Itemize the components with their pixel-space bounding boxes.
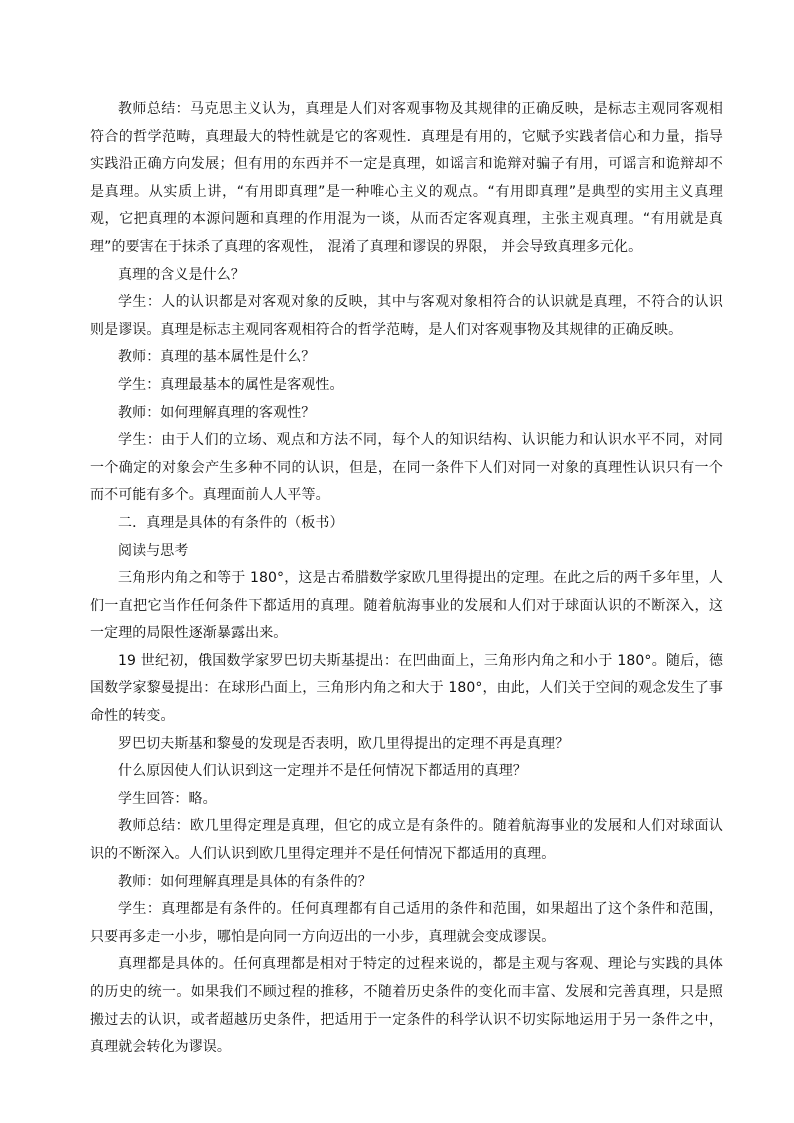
paragraph-question-reason: 什么原因使人们认识到这一定理并不是任何情况下都适用的真理？ — [118, 763, 527, 780]
paragraph-student-reply: 学生回答：略。 — [118, 790, 217, 807]
paragraph-teacher-summary-2: 教师总结：欧几里得定理是真理，但它的成立是有条件的。随着航海事业的发展和人们对球面认识的不断深入。人们认识到欧几里得定理并不是任何情况下都适用的真理。 — [90, 818, 723, 863]
document-page — [90, 96, 723, 1062]
paragraph-student-answer-4: 学生：真理都是有条件的。任何真理都有自己适用的条件和范围，如果超出了这个条件和范围，只要再多走一小步，哪怕是向同一方向迈出的一小步，真理就会变成谬误。 — [90, 901, 723, 945]
paragraph-question-meaning: 真理的含义是什么？ — [118, 266, 245, 283]
subheading-reading-thinking: 阅读与思考 — [118, 542, 189, 559]
paragraph-student-answer-3: 学生：由于人们的立场、观点和方法不同，每个人的知识结构、认识能力和认识水平不同，对同一个确定的对象会产生多种不同的认识，但是，在同一条件下人们对同一对象的真理性认识只有一个而不可能有多个。真理面前人人平等。 — [90, 432, 723, 504]
paragraph-euclid-theorem: 三角形内角之和等于 180°，这是古希腊数学家欧几里得提出的定理。在此之后的两千多年里，人们一直把它当作任何条件下都适用的真理。随着航海事业的发展和人们对于球面认识的不断深入，这一定理的局限性逐渐暴露出来。 — [90, 570, 723, 642]
paragraph-teacher-question-2: 教师：如何理解真理的客观性？ — [118, 404, 316, 421]
paragraph-student-answer-1: 学生：人的认识都是对客观对象的反映，其中与客观对象相符合的认识就是真理，不符合的认识则是谬误。真理是标志主观同客观相符合的哲学范畴，是人们对客观事物及其规律的正确反映。 — [90, 294, 723, 338]
section-heading-2: 二．真理是具体的有条件的（板书） — [118, 514, 344, 531]
paragraph-question-discovery: 罗巴切夫斯基和黎曼的发现是否表明，欧几里得提出的定理不再是真理？ — [118, 735, 570, 752]
paragraph-truth-concrete: 真理都是具体的。任何真理都是相对于特定的过程来说的，都是主观与客观、理论与实践的具体的历史的统一。如果我们不顾过程的推移，不随着历史条件的变化而丰富、发展和完善真理，只是照搬过去的认识，或者超越历史条件，把适用于一定条件的科学认识不切实际地运用于另一条件之中，真理就会转化为谬误。 — [90, 956, 723, 1056]
paragraph-teacher-question-1: 教师：真理的基本属性是什么？ — [118, 349, 316, 366]
paragraph-student-answer-2: 学生：真理最基本的属性是客观性。 — [118, 376, 344, 393]
paragraph-teacher-summary-1: 教师总结：马克思主义认为，真理是人们对客观事物及其规律的正确反映，是标志主观同客观相符合的哲学范畴，真理最大的特性就是它的客观性．真理是有用的，它赋予实践者信心和力量，指导实践沿正确方向发展；但有用的东西并不一定是真理，如谣言和诡辩对骗子有用，可谣言和诡辩却不是真理。从实质上讲，“有用即真理”是一种唯心主义的观点。“有用即真理”是典型的实用主义真理观，它把真理的本源问题和真理的作用混为一谈，从而否定客观真理，主张主观真理。“有用就是真理”的要害在于抹杀了真理的客观性， 混淆了真理和谬误的界限， 并会导致真理多元化。 — [90, 101, 723, 255]
paragraph-lobachevsky-riemann: 19 世纪初，俄国数学家罗巴切夫斯基提出：在凹曲面上，三角形内角之和小于 180°。随后，德国数学家黎曼提出：在球形凸面上，三角形内角之和大于 180°，由此，人们关于空间的观念发生了事命性的转变。 — [90, 652, 723, 725]
paragraph-teacher-question-3: 教师：如何理解真理是具体的有条件的？ — [118, 873, 372, 890]
